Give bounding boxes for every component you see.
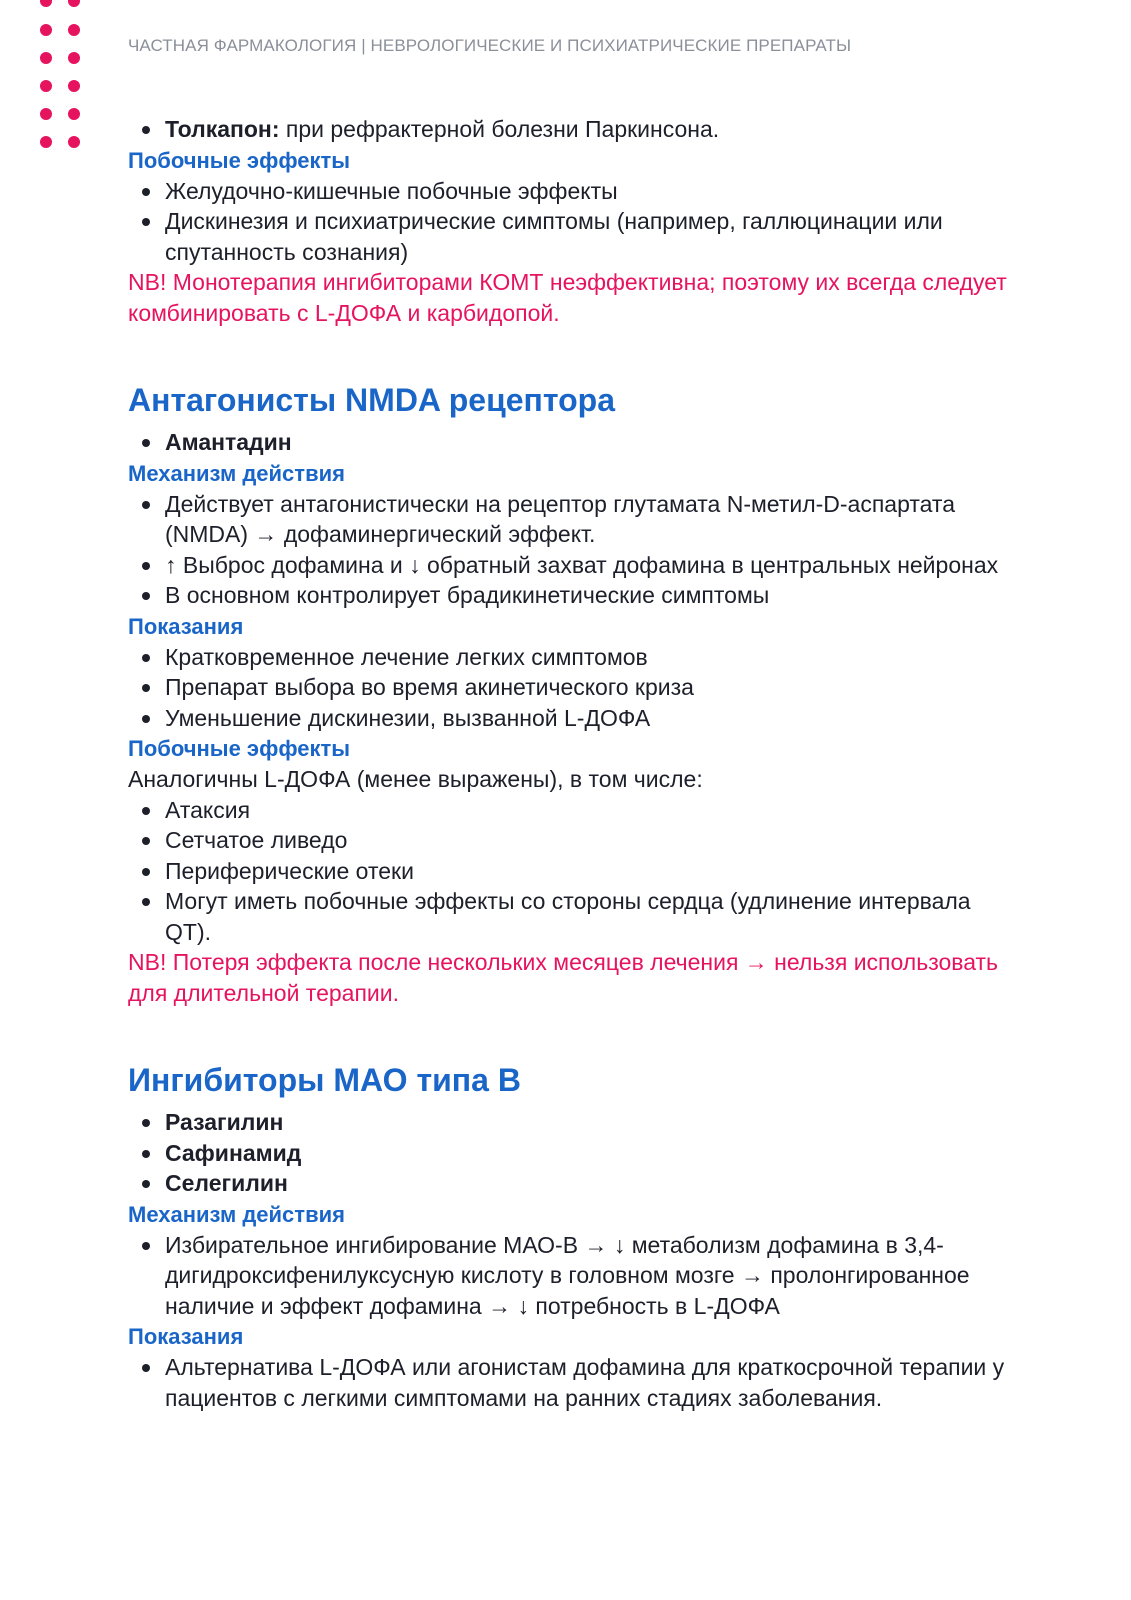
list-item: Альтернатива L-ДОФА или агонистам дофамина для краткосрочной терапии у пациентов с легкими симптомами на ранних стадиях заболевания. (128, 1352, 1008, 1413)
mao-drug-list (128, 1107, 1008, 1199)
nmda-side-effects-intro: Аналогичны L-ДОФА (менее выражены), в том числе: (128, 766, 703, 792)
list-item (128, 114, 1008, 145)
list-item: Препарат выбора во время акинетического криза (128, 672, 1008, 703)
drug-indication: при рефрактерной болезни Паркинсона. (279, 116, 720, 142)
nmda-indications-list (128, 642, 1008, 734)
comt-side-effects-list (128, 176, 1008, 268)
nmda-side-effects-list (128, 795, 1008, 948)
list-item: Уменьшение дискинезии, вызванной L-ДОФА (128, 703, 1008, 734)
nmda-nb-note: NB! Потеря эффекта после нескольких месяцев лечения → нельзя использовать для длительной терапии. (128, 949, 999, 1006)
nmda-drug-list (128, 427, 1008, 458)
decorative-dots-logo (40, 0, 88, 150)
running-header: ЧАСТНАЯ ФАРМАКОЛОГИЯ | НЕВРОЛОГИЧЕСКИЕ И ПСИХИАТРИЧЕСКИЕ ПРЕПАРАТЫ (128, 36, 852, 55)
nmda-mechanism-list (128, 489, 1008, 611)
list-item: Кратковременное лечение легких симптомов (128, 642, 1008, 673)
list-item: Сетчатое ливедо (128, 825, 1008, 856)
list-item: Дискинезия и психиатрические симптомы (например, галлюцинации или спутанность сознания) (128, 206, 1008, 267)
nmda-section-title: Антагонисты NMDA рецептора (128, 382, 616, 418)
drug-name: Толкапон: (165, 116, 280, 142)
list-item: Избирательное ингибирование МАО-B → ↓ метаболизм дофамина в 3,4-дигидроксифенилуксусную кислоту в головном мозге → пролонгированное наличие и эффект дофамина → ↓ потребность в L-ДОФА (128, 1230, 1008, 1322)
mao-indications-heading: Показания (128, 1324, 244, 1349)
comt-nb-note: NB! Монотерапия ингибиторами КОМТ неэффективна; поэтому их всегда следует комбинировать с L-ДОФА и карбидопой. (128, 269, 1007, 326)
drug-name: Селегилин (128, 1168, 1008, 1199)
nmda-side-effects-heading: Побочные эффекты (128, 736, 351, 761)
list-item: Периферические отеки (128, 856, 1008, 887)
list-item: Действует антагонистически на рецептор глутамата N-метил-D-аспартата (NMDA) → дофаминергический эффект. (128, 489, 1008, 550)
comt-drug-list (128, 114, 1008, 145)
drug-name: Амантадин (128, 427, 1008, 458)
list-item: В основном контролирует брадикинетические симптомы (128, 580, 1008, 611)
list-item: Атаксия (128, 795, 1008, 826)
nmda-indications-heading: Показания (128, 613, 244, 639)
drug-name: Разагилин (128, 1107, 1008, 1138)
mao-mechanism-heading: Механизм действия (128, 1201, 345, 1227)
list-item: Могут иметь побочные эффекты со стороны сердца (удлинение интервала QT). (128, 886, 1008, 947)
list-item: ↑ Выброс дофамина и ↓ обратный захват дофамина в центральных нейронах (128, 550, 1008, 581)
mao-section-title: Ингибиторы МАО типа В (128, 1062, 521, 1098)
mao-mechanism-list (128, 1230, 1008, 1322)
drug-name: Сафинамид (128, 1138, 1008, 1169)
nmda-mechanism-heading: Механизм действия (128, 460, 345, 486)
list-item: Желудочно-кишечные побочные эффекты (128, 176, 1008, 207)
mao-indications-list (128, 1352, 1008, 1413)
page-content (128, 114, 1008, 1413)
comt-side-effects-heading: Побочные эффекты (128, 147, 351, 173)
